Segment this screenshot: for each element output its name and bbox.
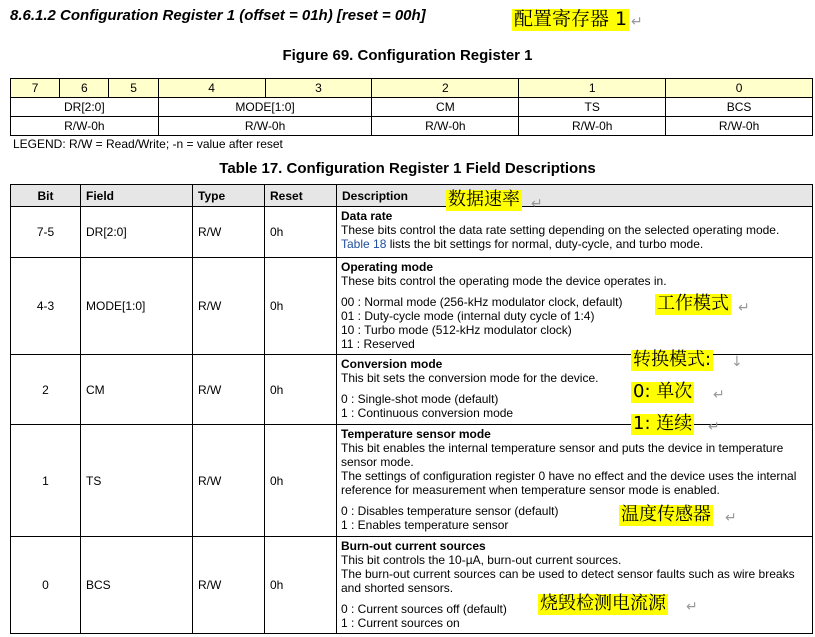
option-item: 00 : Normal mode (256-kHz modulator clock, default) [341, 295, 623, 309]
row-field: DR[2:0] [81, 207, 193, 258]
header-bit: Bit [11, 185, 81, 207]
row-description [337, 207, 813, 258]
option-item: 1 : Continuous conversion mode [341, 406, 514, 420]
description-title: Data rate [341, 209, 393, 223]
field-name: DR[2:0] [11, 98, 159, 117]
description-text: These bits control the operating mode the device operates in. [341, 274, 667, 288]
field-name: CM [372, 98, 519, 117]
figure-title: Figure 69. Configuration Register 1 [282, 47, 533, 64]
field-descriptions-table [10, 184, 813, 634]
description-text: These bits control the data rate setting depending on the selected operating mode. Table 18 lists the bit settings for normal, duty-cycle, and turbo mode. [341, 223, 780, 251]
description-title: Operating mode [341, 260, 434, 274]
row-bit: 1 [11, 425, 81, 537]
legend-text: LEGEND: R/W = Read/Write; -n = value after reset [13, 137, 283, 151]
table-title: Table 17. Configuration Register 1 Field Descriptions [219, 160, 596, 177]
row-reset: 0h [265, 258, 337, 355]
annotation-conversion-mode: 转换模式: [633, 349, 712, 370]
annotation-conv-1: 1: 连续 [633, 413, 693, 434]
table-header-row [11, 185, 813, 207]
row-description [337, 425, 813, 537]
bit-number: 3 [265, 79, 372, 98]
return-arrow-icon: ↵ [708, 419, 720, 435]
bit-number: 6 [60, 79, 109, 98]
row-reset: 0h [265, 425, 337, 537]
header-description: Description [337, 185, 813, 207]
row-field: CM [81, 355, 193, 425]
bit-number: 1 [519, 79, 666, 98]
description-title: Conversion mode [341, 357, 443, 371]
description-title: Burn-out current sources [341, 539, 486, 553]
bit-number: 7 [11, 79, 60, 98]
description-text-2: The settings of configuration register 0 have no effect and the device uses the internal reference for measurement when temperature sensor mode is enabled. [341, 469, 797, 497]
row-description [337, 537, 813, 634]
annotation-conv-0: 0: 单次 [633, 381, 693, 402]
option-item: 1 : Enables temperature sensor [341, 518, 509, 532]
return-arrow-icon: ↵ [631, 14, 643, 30]
return-arrow-icon: ↵ [713, 387, 725, 403]
option-item: 11 : Reserved [341, 337, 415, 351]
row-bit: 2 [11, 355, 81, 425]
option-item: 0 : Current sources off (default) [341, 602, 507, 616]
field-name-row [11, 98, 813, 117]
row-bit: 4-3 [11, 258, 81, 355]
option-item: 0 : Single-shot mode (default) [341, 392, 499, 406]
row-bit: 0 [11, 537, 81, 634]
return-arrow-icon: ↵ [686, 599, 698, 615]
field-name: BCS [666, 98, 813, 117]
description-text: This bit sets the conversion mode for the device. [341, 371, 599, 385]
return-arrow-icon: ↵ [531, 196, 543, 212]
annotation-config-register: 配置寄存器 1 [514, 8, 628, 30]
field-access: R/W-0h [158, 117, 372, 136]
field-access: R/W-0h [666, 117, 813, 136]
row-reset: 0h [265, 537, 337, 634]
row-reset: 0h [265, 355, 337, 425]
row-bit: 7-5 [11, 207, 81, 258]
option-item: 10 : Turbo mode (512-kHz modulator clock) [341, 323, 572, 337]
annotation-data-rate: 数据速率 [448, 189, 520, 210]
row-type: R/W [193, 425, 265, 537]
row-reset: 0h [265, 207, 337, 258]
option-item: 0 : Disables temperature sensor (default) [341, 504, 559, 518]
down-arrow-icon: ↓ [731, 354, 743, 370]
bit-number: 4 [158, 79, 265, 98]
bit-number: 2 [372, 79, 519, 98]
bit-number: 0 [666, 79, 813, 98]
return-arrow-icon: ↵ [725, 510, 737, 526]
field-access: R/W-0h [372, 117, 519, 136]
annotation-burnout: 烧毁检测电流源 [540, 593, 666, 614]
annotation-operating-mode: 工作模式 [657, 293, 729, 314]
table-row [11, 537, 813, 634]
field-access: R/W-0h [519, 117, 666, 136]
section-title: 8.6.1.2 Configuration Register 1 (offset = 01h) [reset = 00h] [10, 7, 426, 24]
description-text-2: The burn-out current sources can be used to detect sensor faults such as wire breaks and shorted sensors. [341, 567, 795, 595]
row-field: BCS [81, 537, 193, 634]
header-type: Type [193, 185, 265, 207]
option-item: 1 : Current sources on [341, 616, 460, 630]
access-row [11, 117, 813, 136]
description-text: This bit controls the 10-µA, burn-out current sources. [341, 553, 622, 567]
header-field: Field [81, 185, 193, 207]
header-reset: Reset [265, 185, 337, 207]
annotation-temp-sensor: 温度传感器 [621, 504, 711, 525]
description-text: This bit enables the internal temperature sensor and puts the device in temperature sensor mode. [341, 441, 784, 469]
row-type: R/W [193, 207, 265, 258]
table-row [11, 207, 813, 258]
option-item: 01 : Duty-cycle mode (internal duty cycle of 1:4) [341, 309, 595, 323]
row-field: MODE[1:0] [81, 258, 193, 355]
field-name: TS [519, 98, 666, 117]
register-bit-layout [10, 78, 813, 136]
row-type: R/W [193, 355, 265, 425]
field-name: MODE[1:0] [158, 98, 372, 117]
field-access: R/W-0h [11, 117, 159, 136]
description-title: Temperature sensor mode [341, 427, 491, 441]
bit-number-row [11, 79, 813, 98]
row-type: R/W [193, 537, 265, 634]
row-type: R/W [193, 258, 265, 355]
return-arrow-icon: ↵ [738, 300, 750, 316]
row-field: TS [81, 425, 193, 537]
bit-number: 5 [109, 79, 158, 98]
table-18-link[interactable]: Table 18 [341, 237, 387, 251]
